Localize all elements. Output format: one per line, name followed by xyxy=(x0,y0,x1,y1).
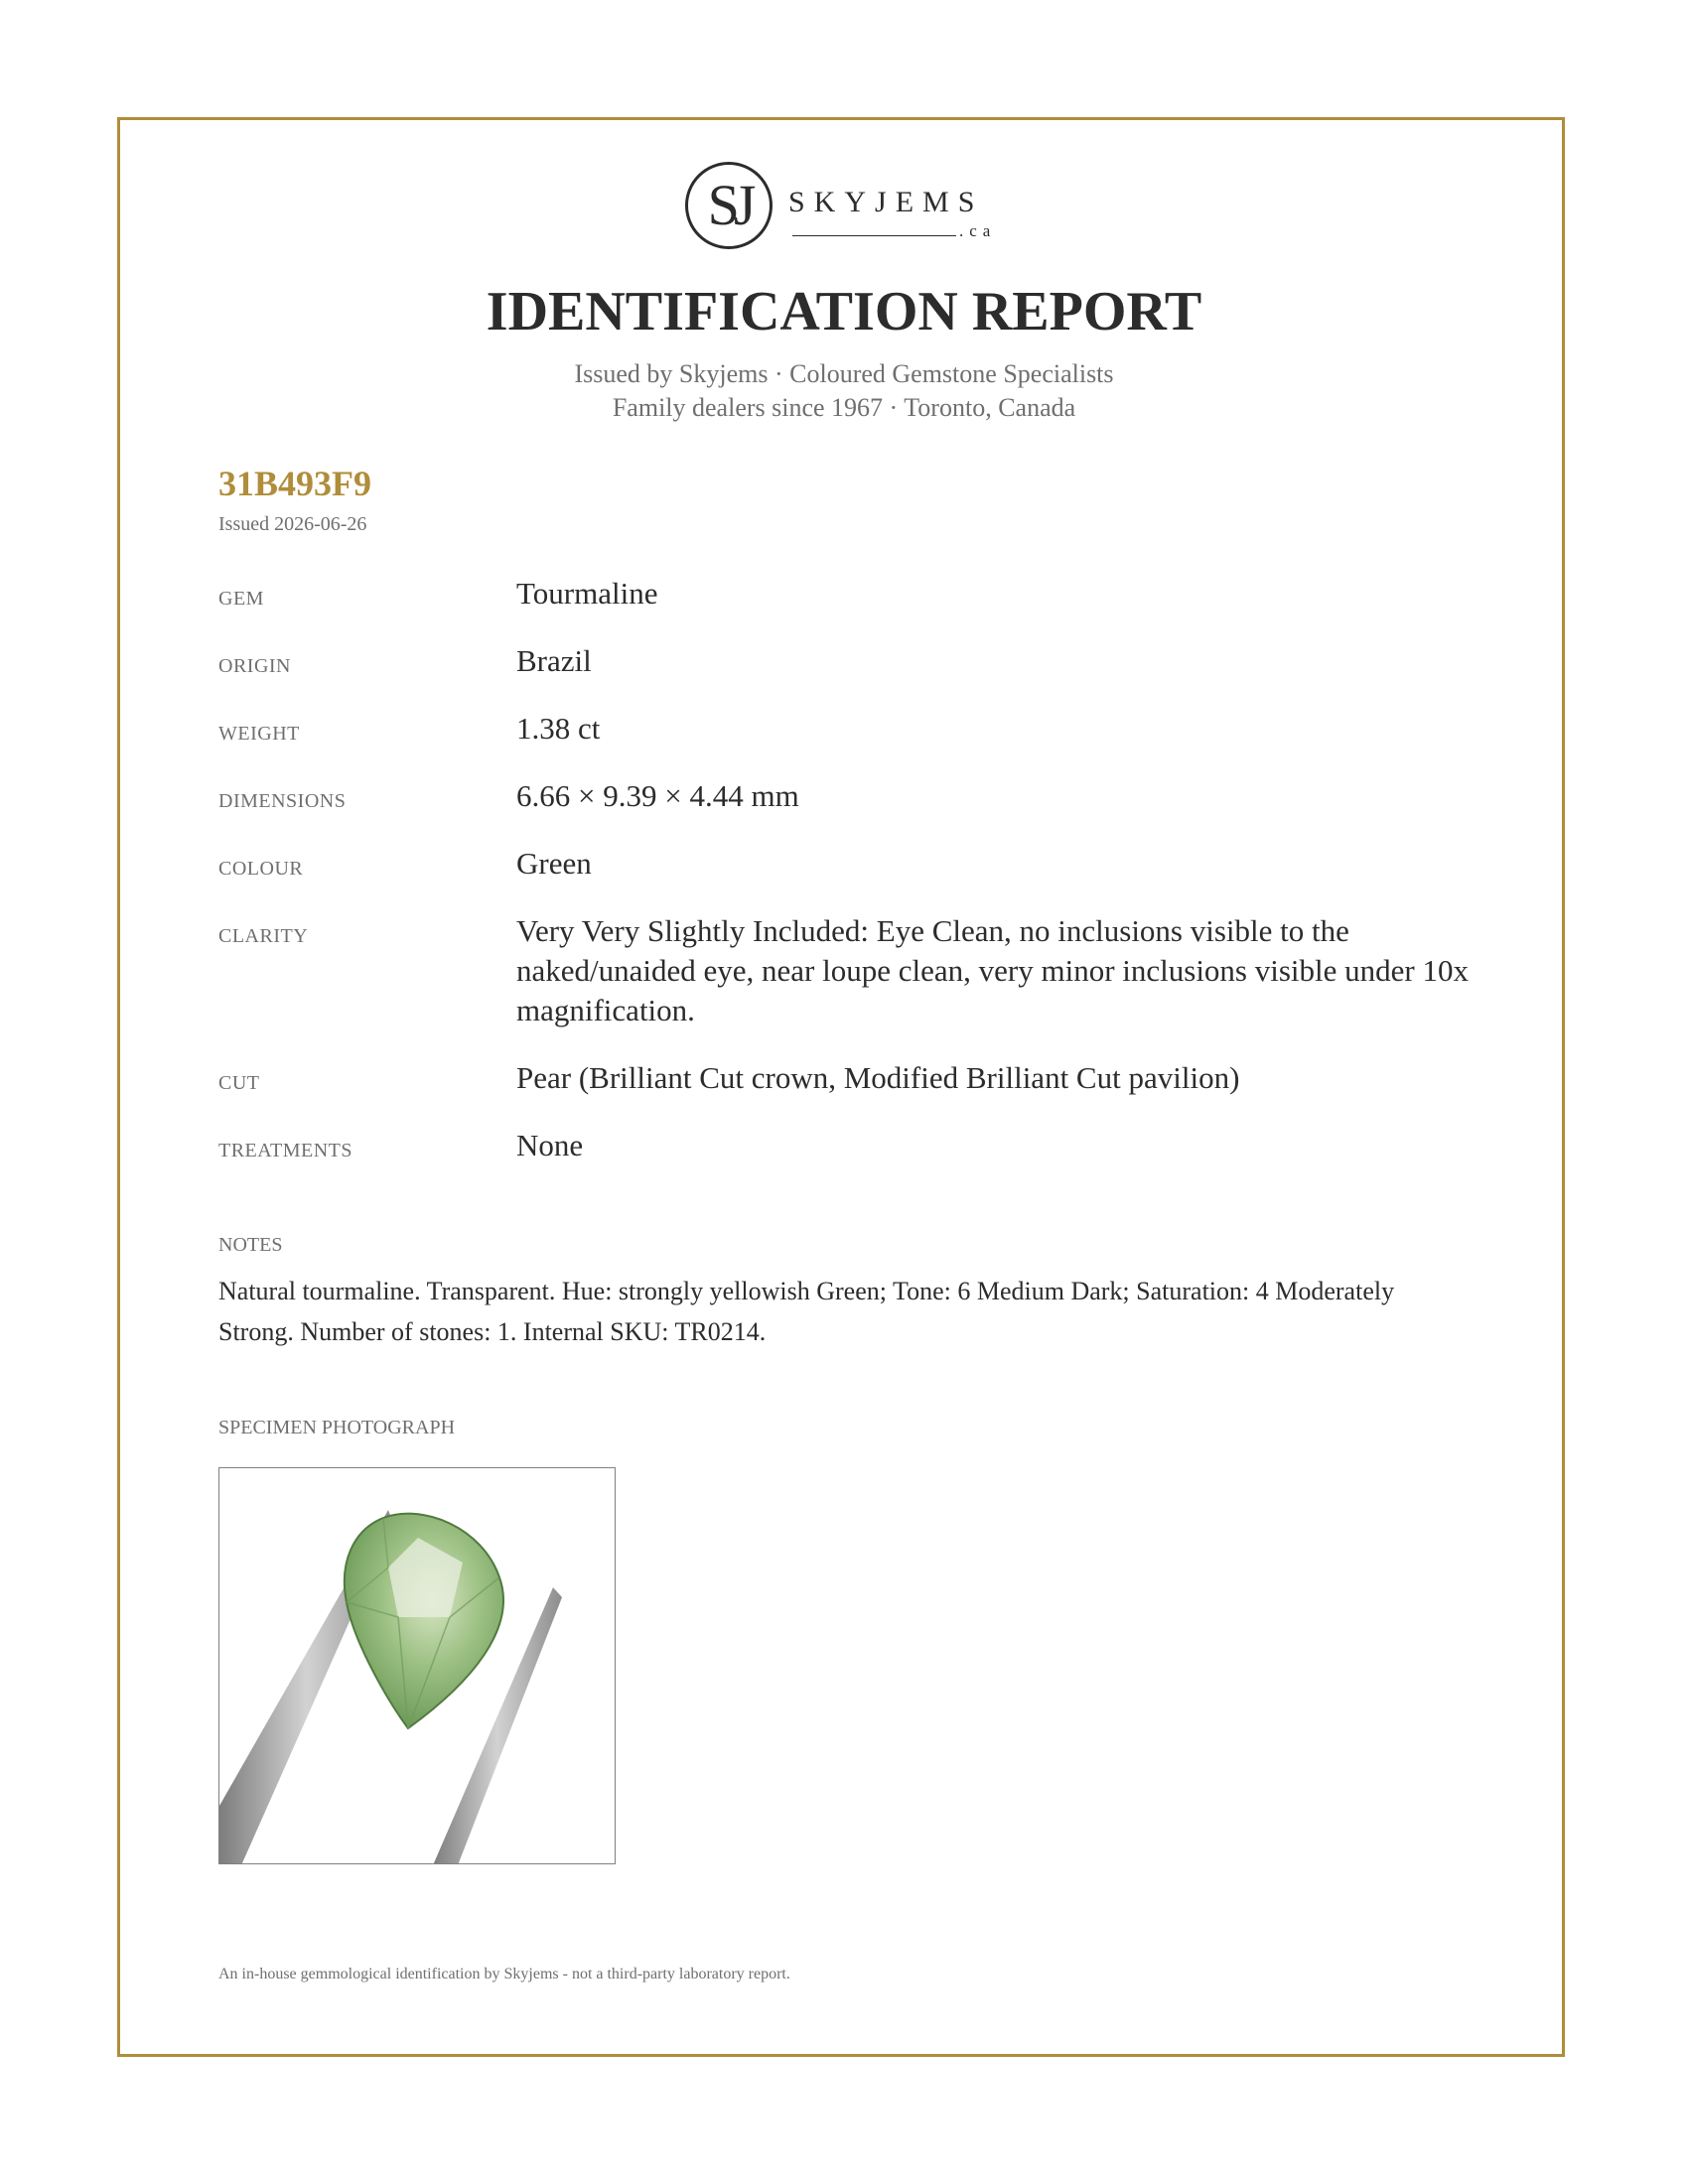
origin-value: Brazil xyxy=(516,643,592,678)
issue-date: Issued 2026-06-26 xyxy=(218,513,367,535)
gem-label: GEM xyxy=(218,588,264,610)
issuer-line: Issued by Skyjems · Coloured Gemstone Specialists xyxy=(574,359,1114,388)
page-title: IDENTIFICATION REPORT xyxy=(486,281,1202,342)
treatments-label: TREATMENTS xyxy=(218,1140,352,1161)
weight-label: WEIGHT xyxy=(218,723,300,745)
colour-value: Green xyxy=(516,846,592,881)
photo-label: SPECIMEN PHOTOGRAPH xyxy=(218,1417,456,1438)
logo-wordmark: SKYJEMS xyxy=(788,186,984,218)
gemstone-in-tweezers-image xyxy=(219,1468,616,1864)
dimensions-label: DIMENSIONS xyxy=(218,790,347,812)
clarity-label: CLARITY xyxy=(218,925,309,947)
disclaimer-footer: An in-house gemmological identification by Skyjems - not a third-party laboratory report. xyxy=(218,1966,790,1982)
logo-domain-suffix: .ca xyxy=(959,221,997,240)
weight-value: 1.38 ct xyxy=(516,711,601,746)
clarity-value: Very Very Slightly Included: Eye Clean, no inclusions visible to the naked/unaided eye, near loupe clean, very minor inclusions visible under 10x magnification. xyxy=(516,913,1469,1027)
skyjems-logo xyxy=(685,162,1013,261)
cut-value: Pear (Brilliant Cut crown, Modified Brilliant Cut pavilion) xyxy=(516,1060,1240,1095)
cut-label: CUT xyxy=(218,1072,260,1094)
specimen-photograph xyxy=(218,1467,616,1864)
treatments-value: None xyxy=(516,1128,584,1162)
logo-monogram: SJ xyxy=(707,173,751,237)
dealer-line: Family dealers since 1967 · Toronto, Canada xyxy=(612,393,1076,422)
notes-text: Natural tourmaline. Transparent. Hue: strongly yellowish Green; Tone: 6 Medium Dark; Saturation: 4 Moderately Strong. Number of stones: 1. Internal SKU: TR0214. xyxy=(218,1277,1395,1346)
dimensions-value: 6.66 × 9.39 × 4.44 mm xyxy=(516,778,799,813)
colour-label: COLOUR xyxy=(218,858,304,880)
gem-value: Tourmaline xyxy=(516,576,658,611)
notes-label: NOTES xyxy=(218,1234,283,1256)
logo-divider xyxy=(792,235,956,236)
report-id: 31B493F9 xyxy=(218,464,372,503)
origin-label: ORIGIN xyxy=(218,655,291,677)
